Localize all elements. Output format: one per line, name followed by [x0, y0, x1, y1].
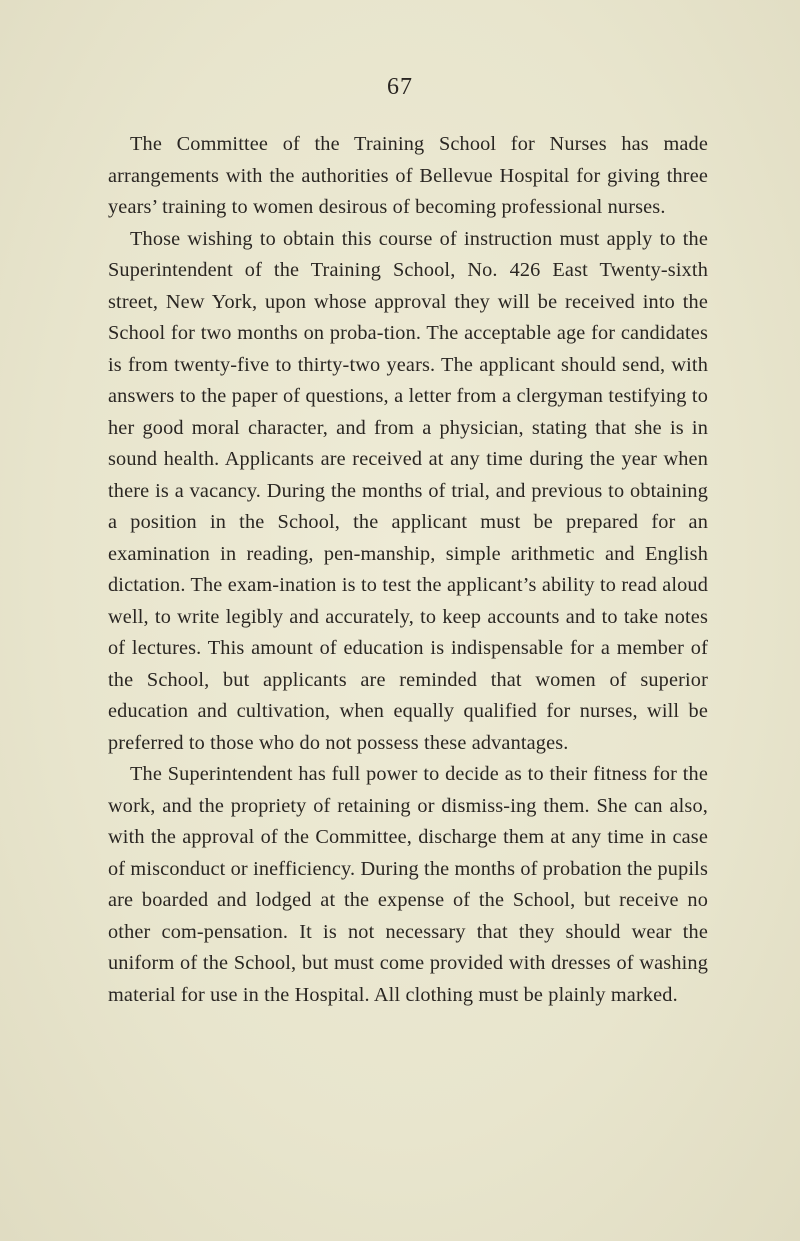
body-text — [108, 129, 708, 1011]
paragraph-intro: The Committee of the Training School for Nurses has made arrangements with the authorities of Bellevue Hospital for giving three years’ training to women desirous of becoming professional nurses. — [108, 133, 708, 218]
paragraph-superintendent: The Superintendent has full power to decide as to their fitness for the work, and the propriety of retaining or dismiss-ing them. She can also, with the approval of the Committee, discharge them at any time in case of misconduct or inefficiency. During the months of probation the pupils are boarded and lodged at the expense of the School, but receive no other com-pensation. It is not necessary that they should wear the uniform of the School, but must come provided with dresses of washing material for use in the Hospital. All clothing must be plainly marked. — [108, 763, 708, 1006]
page-number: 67 — [387, 74, 413, 100]
paragraph-admission: Those wishing to obtain this course of instruction must apply to the Superintendent of the Training School, No. 426 East Twenty-sixth street, New York, upon whose approval they will be received into the School for two months on proba-tion. The acceptable age for candidates is from twenty-five to thirty-two years. The applicant should send, with answers to the paper of questions, a letter from a clergyman testifying to her good moral character, and from a physician, stating that she is in sound health. Applicants are received at any time during the year when there is a vacancy. During the months of trial, and previous to obtaining a position in the School, the applicant must be prepared for an examination in reading, pen-manship, simple arithmetic and English dictation. The exam-ination is to test the applicant’s ability to read aloud well, to write legibly and accurately, to keep accounts and to take notes of lectures. This amount of education is indispensable for a member of the School, but applicants are reminded that women of superior education and cultivation, when equally qualified for nurses, will be preferred to those who do not possess these advantages. — [108, 227, 708, 754]
